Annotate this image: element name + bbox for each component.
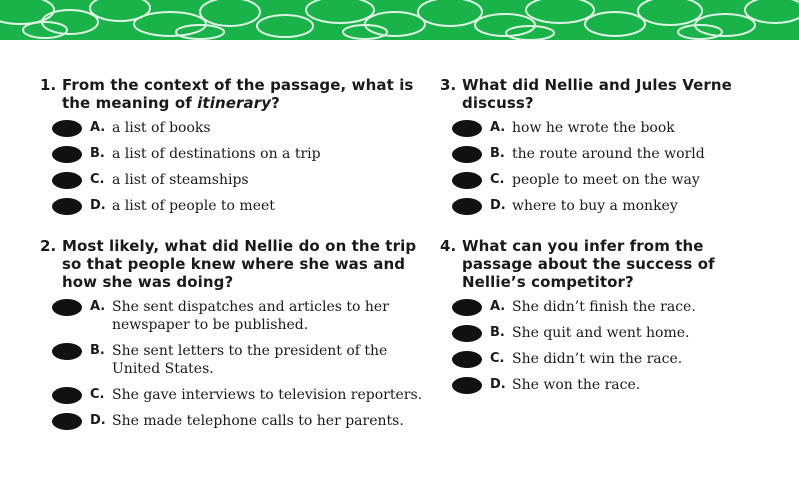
- option-text: She quit and went home.: [512, 325, 690, 341]
- answer-option[interactable]: [52, 171, 430, 189]
- option-letter: C.: [490, 172, 505, 187]
- question-prompt: What can you infer from the passage about the success of Nellie’s competitor?: [462, 237, 715, 291]
- answer-bubble-icon[interactable]: [452, 120, 482, 137]
- answer-bubble-icon[interactable]: [452, 146, 482, 163]
- answer-option[interactable]: [52, 197, 430, 215]
- answer-bubble-icon[interactable]: [52, 387, 82, 404]
- option-text: She made telephone calls to her parents.: [112, 413, 404, 429]
- answer-option[interactable]: [52, 342, 430, 378]
- question-number: 4.: [440, 237, 457, 255]
- answer-options: [40, 119, 430, 215]
- answer-option[interactable]: [452, 119, 770, 137]
- option-letter: D.: [90, 198, 106, 213]
- answer-bubble-icon[interactable]: [52, 120, 82, 137]
- question-number: 1.: [40, 76, 57, 94]
- answer-bubble-icon[interactable]: [52, 299, 82, 316]
- answer-option[interactable]: [452, 145, 770, 163]
- answer-bubble-icon[interactable]: [52, 146, 82, 163]
- option-text: a list of steamships: [112, 172, 249, 188]
- answer-option[interactable]: [452, 298, 770, 316]
- answer-bubble-icon[interactable]: [452, 198, 482, 215]
- answer-option[interactable]: [52, 298, 430, 334]
- question-1: [40, 76, 430, 215]
- option-text: She sent letters to the president of the United States.: [112, 343, 388, 377]
- option-letter: C.: [90, 387, 105, 402]
- option-letter: B.: [490, 146, 505, 161]
- answer-options: [440, 298, 770, 394]
- option-text: where to buy a monkey: [512, 198, 678, 214]
- option-text: She won the race.: [512, 377, 641, 393]
- option-letter: A.: [90, 120, 106, 135]
- answer-bubble-icon[interactable]: [52, 198, 82, 215]
- answer-option[interactable]: [52, 145, 430, 163]
- option-letter: A.: [490, 120, 506, 135]
- squiggle-pattern-icon: [0, 0, 799, 40]
- option-letter: A.: [490, 299, 506, 314]
- answer-bubble-icon[interactable]: [452, 377, 482, 394]
- option-text: the route around the world: [512, 146, 705, 162]
- right-column: [440, 76, 770, 408]
- question-3: [440, 76, 770, 215]
- answer-bubble-icon[interactable]: [52, 413, 82, 430]
- answer-option[interactable]: [452, 376, 770, 394]
- option-letter: B.: [90, 343, 105, 358]
- answer-bubble-icon[interactable]: [52, 343, 82, 360]
- option-letter: C.: [490, 351, 505, 366]
- answer-bubble-icon[interactable]: [452, 325, 482, 342]
- option-letter: B.: [90, 146, 105, 161]
- answer-bubble-icon[interactable]: [52, 172, 82, 189]
- question-number: 2.: [40, 237, 57, 255]
- left-column: [40, 76, 430, 444]
- option-letter: A.: [90, 299, 106, 314]
- option-text: She sent dispatches and articles to her newspaper to be published.: [112, 299, 389, 333]
- question-prompt: What did Nellie and Jules Verne discuss?: [462, 76, 732, 112]
- option-text: She gave interviews to television reporters.: [112, 387, 423, 403]
- option-text: how he wrote the book: [512, 120, 675, 136]
- question-prompt: Most likely, what did Nellie do on the trip so that people knew where she was and how she was doing?: [62, 237, 417, 291]
- option-text: a list of destinations on a trip: [112, 146, 321, 162]
- answer-option[interactable]: [52, 412, 430, 430]
- answer-bubble-icon[interactable]: [452, 172, 482, 189]
- question-4: [440, 237, 770, 394]
- answer-bubble-icon[interactable]: [452, 299, 482, 316]
- answer-option[interactable]: [452, 324, 770, 342]
- answer-options: [40, 298, 430, 430]
- option-text: a list of books: [112, 120, 211, 136]
- answer-bubble-icon[interactable]: [452, 351, 482, 368]
- option-text: people to meet on the way: [512, 172, 700, 188]
- question-number: 3.: [440, 76, 457, 94]
- option-letter: D.: [490, 198, 506, 213]
- question-2: [40, 237, 430, 430]
- option-text: She didn’t win the race.: [512, 351, 683, 367]
- answer-option[interactable]: [452, 350, 770, 368]
- answer-option[interactable]: [452, 171, 770, 189]
- option-letter: B.: [490, 325, 505, 340]
- option-text: a list of people to meet: [112, 198, 275, 214]
- option-letter: C.: [90, 172, 105, 187]
- answer-options: [440, 119, 770, 215]
- answer-option[interactable]: [452, 197, 770, 215]
- option-text: She didn’t finish the race.: [512, 299, 696, 315]
- decorative-banner: [0, 0, 799, 40]
- question-prompt: From the context of the passage, what is the meaning of itinerary?: [62, 76, 414, 112]
- option-letter: D.: [90, 413, 106, 428]
- answer-option[interactable]: [52, 119, 430, 137]
- option-letter: D.: [490, 377, 506, 392]
- answer-option[interactable]: [52, 386, 430, 404]
